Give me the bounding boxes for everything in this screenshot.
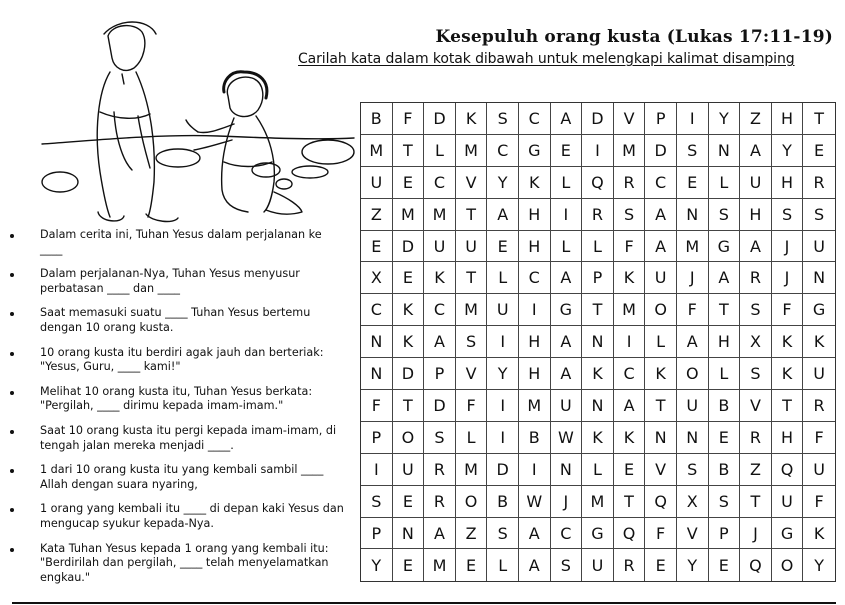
bullet-icon — [10, 273, 14, 277]
grid-cell[interactable]: E — [614, 454, 646, 486]
grid-cell[interactable]: F — [456, 390, 488, 422]
grid-cell[interactable]: S — [772, 199, 804, 231]
grid-cell[interactable]: T — [393, 135, 425, 167]
grid-cell[interactable]: L — [551, 231, 583, 263]
grid-cell[interactable]: M — [361, 135, 393, 167]
grid-cell[interactable]: Z — [740, 103, 772, 135]
grid-cell[interactable]: X — [740, 326, 772, 358]
grid-cell[interactable]: K — [393, 326, 425, 358]
grid-cell[interactable]: R — [614, 167, 646, 199]
clue-list — [0, 228, 345, 595]
grid-cell[interactable]: G — [582, 518, 614, 550]
grid-cell[interactable]: R — [424, 454, 456, 486]
grid-cell[interactable]: M — [456, 294, 488, 326]
grid-cell[interactable]: K — [424, 262, 456, 294]
grid-cell[interactable]: O — [677, 358, 709, 390]
grid-cell[interactable]: D — [487, 454, 519, 486]
grid-cell[interactable]: L — [582, 454, 614, 486]
grid-cell[interactable]: I — [519, 454, 551, 486]
grid-cell[interactable]: H — [709, 326, 741, 358]
grid-cell[interactable]: K — [519, 167, 551, 199]
grid-cell[interactable]: P — [582, 262, 614, 294]
grid-cell[interactable]: M — [456, 454, 488, 486]
grid-cell[interactable]: S — [551, 549, 583, 581]
grid-cell[interactable]: K — [582, 422, 614, 454]
grid-cell[interactable]: N — [361, 326, 393, 358]
grid-cell[interactable]: F — [614, 231, 646, 263]
grid-cell[interactable]: V — [456, 358, 488, 390]
grid-cell[interactable]: J — [677, 262, 709, 294]
grid-cell[interactable]: N — [645, 422, 677, 454]
grid-cell[interactable]: I — [551, 199, 583, 231]
grid-cell[interactable]: V — [740, 390, 772, 422]
grid-cell[interactable]: N — [803, 262, 835, 294]
grid-cell[interactable]: L — [551, 167, 583, 199]
grid-cell[interactable]: C — [424, 294, 456, 326]
grid-cell[interactable]: T — [582, 294, 614, 326]
grid-cell[interactable]: H — [740, 199, 772, 231]
grid-cell[interactable]: H — [772, 103, 804, 135]
clue-text: Saat 10 orang kusta itu pergi kepada imam-imam, di tengah jalan mereka menjadi ____. — [40, 423, 337, 452]
grid-cell[interactable]: D — [424, 103, 456, 135]
grid-cell[interactable]: X — [677, 486, 709, 518]
grid-cell[interactable]: A — [519, 549, 551, 581]
grid-cell[interactable]: E — [709, 422, 741, 454]
grid-cell[interactable]: P — [361, 518, 393, 550]
grid-cell[interactable]: L — [582, 231, 614, 263]
grid-cell[interactable]: K — [614, 262, 646, 294]
grid-cell[interactable]: S — [803, 199, 835, 231]
grid-cell[interactable]: A — [740, 135, 772, 167]
grid-cell[interactable]: S — [424, 422, 456, 454]
grid-cell[interactable]: G — [519, 135, 551, 167]
grid-cell[interactable]: E — [393, 262, 425, 294]
grid-cell[interactable]: K — [803, 518, 835, 550]
grid-cell[interactable]: Y — [677, 549, 709, 581]
grid-cell[interactable]: K — [772, 326, 804, 358]
grid-cell[interactable]: E — [361, 231, 393, 263]
grid-cell[interactable]: A — [424, 518, 456, 550]
grid-cell[interactable]: M — [424, 549, 456, 581]
grid-cell[interactable]: C — [614, 358, 646, 390]
grid-cell[interactable]: M — [519, 390, 551, 422]
grid-cell[interactable]: R — [740, 422, 772, 454]
grid-cell[interactable]: B — [709, 454, 741, 486]
grid-cell[interactable]: U — [677, 390, 709, 422]
grid-cell[interactable]: S — [487, 518, 519, 550]
grid-cell[interactable]: S — [709, 486, 741, 518]
grid-cell[interactable]: U — [803, 358, 835, 390]
grid-cell[interactable]: D — [424, 390, 456, 422]
grid-cell[interactable]: D — [582, 103, 614, 135]
grid-cell[interactable]: S — [740, 358, 772, 390]
grid-cell[interactable]: K — [803, 326, 835, 358]
grid-cell[interactable]: I — [582, 135, 614, 167]
grid-cell[interactable]: R — [740, 262, 772, 294]
grid-cell[interactable]: J — [551, 486, 583, 518]
grid-cell[interactable]: K — [614, 422, 646, 454]
grid-cell[interactable]: Q — [582, 167, 614, 199]
grid-cell[interactable]: R — [803, 390, 835, 422]
clue-text: Dalam cerita ini, Tuhan Yesus dalam perjalanan ke ____ — [40, 228, 322, 256]
grid-cell[interactable]: A — [487, 199, 519, 231]
grid-cell[interactable]: N — [677, 199, 709, 231]
grid-cell[interactable]: Y — [361, 549, 393, 581]
grid-cell[interactable]: O — [772, 549, 804, 581]
grid-cell[interactable]: L — [709, 358, 741, 390]
word-search-grid — [360, 102, 836, 582]
grid-cell[interactable]: L — [456, 422, 488, 454]
grid-cell[interactable]: I — [487, 422, 519, 454]
grid-cell[interactable]: Q — [645, 486, 677, 518]
grid-cell[interactable]: R — [582, 199, 614, 231]
grid-cell[interactable]: D — [393, 231, 425, 263]
grid-cell[interactable]: G — [772, 518, 804, 550]
grid-cell[interactable]: T — [740, 486, 772, 518]
grid-cell[interactable]: K — [393, 294, 425, 326]
clue-item — [0, 424, 345, 453]
grid-cell[interactable]: U — [803, 231, 835, 263]
grid-cell[interactable]: F — [393, 103, 425, 135]
clue-item — [0, 267, 345, 296]
grid-cell[interactable]: U — [456, 231, 488, 263]
grid-cell[interactable]: I — [487, 326, 519, 358]
grid-cell[interactable]: Y — [487, 167, 519, 199]
grid-cell[interactable]: H — [519, 326, 551, 358]
grid-cell[interactable]: S — [677, 135, 709, 167]
grid-cell[interactable]: N — [582, 390, 614, 422]
clue-item — [0, 542, 345, 586]
grid-cell[interactable]: N — [551, 454, 583, 486]
grid-cell[interactable]: A — [519, 518, 551, 550]
story-illustration — [38, 12, 356, 224]
grid-cell[interactable]: E — [393, 486, 425, 518]
grid-cell[interactable]: I — [519, 294, 551, 326]
grid-cell[interactable]: N — [709, 135, 741, 167]
grid-cell[interactable]: A — [645, 199, 677, 231]
bullet-icon — [10, 391, 14, 395]
grid-cell[interactable]: G — [709, 231, 741, 263]
grid-cell[interactable]: K — [772, 358, 804, 390]
grid-cell[interactable]: L — [709, 167, 741, 199]
grid-cell[interactable]: P — [645, 103, 677, 135]
grid-cell[interactable]: R — [803, 167, 835, 199]
grid-cell[interactable]: J — [740, 518, 772, 550]
grid-cell[interactable]: F — [803, 486, 835, 518]
grid-cell[interactable]: B — [487, 486, 519, 518]
grid-cell[interactable]: F — [803, 422, 835, 454]
clue-item — [0, 463, 345, 492]
clue-item — [0, 306, 345, 335]
grid-cell[interactable]: L — [424, 135, 456, 167]
grid-cell[interactable]: N — [582, 326, 614, 358]
grid-cell[interactable]: J — [772, 231, 804, 263]
grid-cell[interactable]: G — [551, 294, 583, 326]
grid-cell[interactable]: A — [424, 326, 456, 358]
grid-cell[interactable]: U — [772, 486, 804, 518]
grid-cell[interactable]: O — [645, 294, 677, 326]
grid-cell[interactable]: E — [393, 167, 425, 199]
bottom-divider — [12, 602, 836, 604]
grid-cell[interactable]: T — [709, 294, 741, 326]
grid-cell[interactable]: C — [551, 518, 583, 550]
grid-cell[interactable]: C — [424, 167, 456, 199]
clue-text: 1 orang yang kembali itu ____ di depan kaki Yesus dan mengucap syukur kepada-Nya. — [40, 502, 344, 530]
grid-cell[interactable]: A — [551, 326, 583, 358]
grid-cell[interactable]: U — [582, 549, 614, 581]
grid-cell[interactable]: A — [645, 231, 677, 263]
grid-cell[interactable]: B — [709, 390, 741, 422]
grid-cell[interactable]: F — [361, 390, 393, 422]
bullet-icon — [10, 548, 14, 552]
grid-cell[interactable]: Z — [456, 518, 488, 550]
grid-cell[interactable]: U — [393, 454, 425, 486]
grid-cell[interactable]: K — [645, 358, 677, 390]
grid-cell[interactable]: D — [393, 358, 425, 390]
grid-cell[interactable]: M — [614, 294, 646, 326]
grid-cell[interactable]: P — [709, 518, 741, 550]
grid-cell[interactable]: O — [393, 422, 425, 454]
grid-cell[interactable]: H — [519, 199, 551, 231]
grid-cell[interactable]: U — [361, 167, 393, 199]
grid-cell[interactable]: F — [645, 518, 677, 550]
grid-cell[interactable]: T — [772, 390, 804, 422]
worksheet-title: Kesepuluh orang kusta (Lukas 17:11-19) — [435, 27, 833, 47]
grid-cell[interactable]: E — [803, 135, 835, 167]
bullet-icon — [10, 508, 14, 512]
grid-cell[interactable]: Q — [740, 549, 772, 581]
grid-cell[interactable]: K — [582, 358, 614, 390]
grid-cell[interactable]: D — [645, 135, 677, 167]
grid-cell[interactable]: E — [645, 549, 677, 581]
grid-cell[interactable]: N — [361, 358, 393, 390]
grid-cell[interactable]: A — [740, 231, 772, 263]
grid-cell[interactable]: Y — [814, 555, 824, 575]
grid-cell[interactable]: N — [393, 518, 425, 550]
clue-text: Dalam perjalanan-Nya, Tuhan Yesus menyusur perbatasan ____ dan ____ — [40, 267, 300, 295]
grid-cell[interactable]: C — [487, 135, 519, 167]
grid-cell[interactable]: W — [551, 422, 583, 454]
grid-cell[interactable]: U — [645, 262, 677, 294]
grid-cell[interactable]: V — [614, 103, 646, 135]
grid-cell[interactable]: T — [614, 486, 646, 518]
grid-cell[interactable]: B — [361, 103, 393, 135]
clue-item — [0, 502, 345, 531]
grid-cell[interactable]: Y — [772, 135, 804, 167]
grid-cell[interactable]: A — [677, 326, 709, 358]
grid-cell[interactable]: M — [393, 199, 425, 231]
grid-cell[interactable]: E — [393, 549, 425, 581]
grid-cell[interactable]: S — [614, 199, 646, 231]
clue-text: 10 orang kusta itu berdiri agak jauh dan berteriak: "Yesus, Guru, ____ kami!" — [40, 345, 324, 374]
grid-cell[interactable]: C — [519, 262, 551, 294]
grid-cell[interactable]: V — [456, 167, 488, 199]
grid-cell[interactable]: E — [551, 135, 583, 167]
grid-cell[interactable]: E — [487, 231, 519, 263]
clue-text: Kata Tuhan Yesus kepada 1 orang yang kembali itu: "Berdirilah dan pergilah, ____ telah menyelamatkan engkau." — [40, 541, 329, 584]
grid-cell[interactable]: S — [709, 199, 741, 231]
grid-cell[interactable]: I — [614, 326, 646, 358]
grid-cell[interactable]: R — [614, 549, 646, 581]
grid-cell[interactable]: I — [677, 103, 709, 135]
clue-text: Melihat 10 orang kusta itu, Tuhan Yesus berkata: "Pergilah, ____ dirimu kepada imam-imam." — [40, 384, 313, 413]
bullet-icon — [10, 234, 14, 238]
clue-text: Saat memasuki suatu ____ Tuhan Yesus bertemu dengan 10 orang kusta. — [40, 306, 311, 334]
grid-cell[interactable]: M — [582, 486, 614, 518]
grid-cell[interactable]: A — [709, 262, 741, 294]
grid-cell[interactable]: T — [456, 262, 488, 294]
grid-cell[interactable]: Z — [361, 199, 393, 231]
bullet-icon — [10, 469, 14, 473]
grid-cell[interactable]: N — [677, 422, 709, 454]
grid-cell[interactable]: Y — [709, 103, 741, 135]
grid-cell[interactable]: T — [456, 199, 488, 231]
grid-cell[interactable]: T — [393, 390, 425, 422]
bullet-icon — [10, 352, 14, 356]
grid-cell[interactable]: S — [361, 486, 393, 518]
bullet-icon — [10, 312, 14, 316]
grid-cell[interactable]: Y — [487, 358, 519, 390]
bullet-icon — [10, 430, 14, 434]
grid-cell[interactable]: U — [424, 231, 456, 263]
grid-cell[interactable]: J — [772, 262, 804, 294]
grid-cell[interactable]: L — [645, 326, 677, 358]
grid-cell[interactable]: S — [677, 454, 709, 486]
grid-cell[interactable]: M — [614, 135, 646, 167]
grid-cell[interactable]: P — [361, 422, 393, 454]
grid-cell[interactable]: W — [519, 486, 551, 518]
grid-cell[interactable]: T — [645, 390, 677, 422]
worksheet-instructions: Carilah kata dalam kotak dibawah untuk melengkapi kalimat disamping — [298, 51, 795, 67]
grid-cell[interactable]: U — [487, 294, 519, 326]
grid-cell[interactable]: S — [740, 294, 772, 326]
grid-cell[interactable]: E — [709, 549, 741, 581]
grid-cell[interactable]: F — [772, 294, 804, 326]
grid-cell[interactable]: I — [361, 454, 393, 486]
grid-cell[interactable]: E — [456, 549, 488, 581]
grid-cell[interactable]: P — [424, 358, 456, 390]
grid-cell[interactable]: U — [551, 390, 583, 422]
grid-cell[interactable]: E — [677, 167, 709, 199]
grid-cell[interactable]: L — [487, 262, 519, 294]
grid-cell[interactable]: A — [551, 262, 583, 294]
grid-cell[interactable]: M — [424, 199, 456, 231]
grid-cell[interactable]: S — [456, 326, 488, 358]
clue-item — [0, 228, 345, 257]
grid-cell[interactable]: U — [740, 167, 772, 199]
grid-cell[interactable]: C — [519, 103, 551, 135]
grid-cell[interactable]: M — [677, 231, 709, 263]
grid-cell[interactable]: Q — [772, 454, 804, 486]
grid-cell[interactable]: O — [456, 486, 488, 518]
grid-cell[interactable]: Z — [740, 454, 772, 486]
grid-cell[interactable]: X — [361, 262, 393, 294]
grid-cell[interactable]: G — [803, 294, 835, 326]
grid-cell[interactable]: H — [519, 231, 551, 263]
grid-cell[interactable]: B — [519, 422, 551, 454]
grid-cell[interactable]: H — [772, 167, 804, 199]
grid-cell[interactable]: A — [614, 390, 646, 422]
grid-cell[interactable]: A — [551, 103, 583, 135]
grid-cell[interactable]: C — [361, 294, 393, 326]
grid-cell[interactable]: T — [803, 103, 835, 135]
grid-cell[interactable]: I — [487, 390, 519, 422]
grid-cell[interactable]: S — [487, 103, 519, 135]
grid-cell[interactable]: K — [456, 103, 488, 135]
grid-cell[interactable]: Q — [614, 518, 646, 550]
grid-cell[interactable]: H — [519, 358, 551, 390]
grid-cell[interactable]: A — [551, 358, 583, 390]
grid-cell[interactable]: M — [456, 135, 488, 167]
grid-cell[interactable]: C — [645, 167, 677, 199]
grid-cell[interactable]: V — [677, 518, 709, 550]
grid-cell[interactable]: U — [803, 454, 835, 486]
grid-cell[interactable]: L — [487, 549, 519, 581]
clue-text: 1 dari 10 orang kusta itu yang kembali sambil ____ Allah dengan suara nyaring, — [40, 463, 324, 491]
clue-item — [0, 346, 345, 375]
grid-cell[interactable]: V — [645, 454, 677, 486]
clue-item — [0, 385, 345, 414]
grid-cell[interactable]: H — [772, 422, 804, 454]
grid-cell[interactable]: R — [424, 486, 456, 518]
grid-cell[interactable]: F — [677, 294, 709, 326]
